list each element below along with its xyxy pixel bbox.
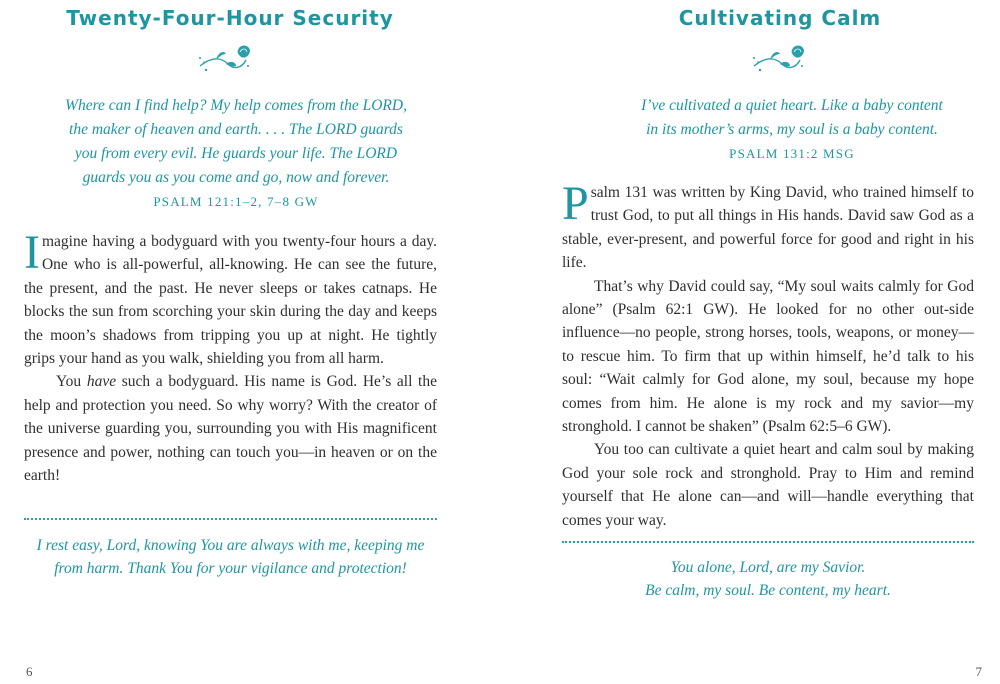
scripture-verse [562, 94, 1000, 166]
verse-line: you from every evil. He guards your life. The LORD [74, 145, 398, 162]
dotted-divider [562, 541, 974, 543]
flower-ornament-icon [196, 40, 252, 74]
verse-reference: PSALM 131:2 MSG [729, 146, 855, 161]
verse-line: in its mother’s arms, my soul is a baby content. [646, 121, 938, 138]
drop-cap: P [562, 177, 589, 230]
flower-ornament-icon [750, 40, 806, 74]
prayer-line: Be calm, my soul. Be content, my heart. [645, 582, 891, 599]
prayer-line: from harm. Thank You for your vigilance and protection! [54, 560, 407, 577]
paragraph-text: magine having a bodyguard with you twenty-four hours a day. One who is all-powerful, all-knowing. He can see the future, the present, and the past. He never sleeps or takes catnaps. He blocks the sun from scorching your skin during the day and keeps the moon’s shadows from tripping you up at night. He tightly grips your hand as you walk, shielding you from all harm. [24, 233, 437, 368]
page-number: 7 [975, 664, 982, 679]
verse-line: guards you as you come and go, now and forever. [82, 169, 390, 186]
devotional-body [24, 226, 437, 487]
right-page [500, 0, 1000, 684]
scripture-verse [20, 94, 452, 214]
body-paragraph [562, 177, 974, 275]
verse-line: I’ve cultivated a quiet heart. Like a baby content [641, 97, 943, 114]
body-paragraph [24, 226, 437, 370]
paragraph-text: You [56, 373, 87, 391]
body-paragraph: That’s why David could say, “My soul waits calmly for God alone” (Psalm 62:1 GW). He looked for no other out-side influence—no people, strong horses, tools, weapons, or money—to rescue him. To firm that up within himself, he’d talk to his soul: “Wait calmly for God alone, my soul, because my hope comes from him. He alone is my rock and my savior—my stronghold. I cannot be shaken” (Psalm 62:5–6 GW). [562, 277, 974, 436]
verse-reference: PSALM 121:1–2, 7–8 GW [153, 194, 319, 209]
verse-line: Where can I find help? My help comes from the LORD, [65, 97, 407, 114]
paragraph-text: salm 131 was written by King David, who trained himself to trust God, to put all things in His hands. David saw God as a stable, ever-present, and powerful force for good and right in his life. [562, 184, 974, 272]
closing-prayer [24, 534, 437, 580]
dotted-divider [24, 518, 437, 520]
page-title: Cultivating Calm [678, 6, 882, 30]
verse-line: the maker of heaven and earth. . . . The LORD guards [69, 121, 403, 138]
page-number: 6 [26, 664, 33, 679]
page-title: Twenty-Four-Hour Security [66, 6, 394, 30]
paragraph-text: such a bodyguard. His name is God. He’s all the help and protection you need. So why worry? With the creator of the universe guarding you, surrounding you with His magnificent presence and power, nothing can touch you—in heaven or on the earth! [24, 373, 437, 485]
emphasis-text: have [86, 373, 117, 391]
drop-cap: I [24, 226, 40, 279]
closing-prayer [562, 556, 974, 602]
prayer-line: You alone, Lord, are my Savior. [670, 559, 866, 576]
prayer-line: I rest easy, Lord, knowing You are always with me, keeping me [36, 537, 425, 554]
body-paragraph [24, 370, 437, 487]
body-paragraph: You too can cultivate a quiet heart and calm soul by making God your sole rock and stronghold. Pray to Him and remind yourself that He alone can—and will—handle everything that comes your way. [562, 441, 974, 529]
devotional-body [562, 177, 974, 532]
